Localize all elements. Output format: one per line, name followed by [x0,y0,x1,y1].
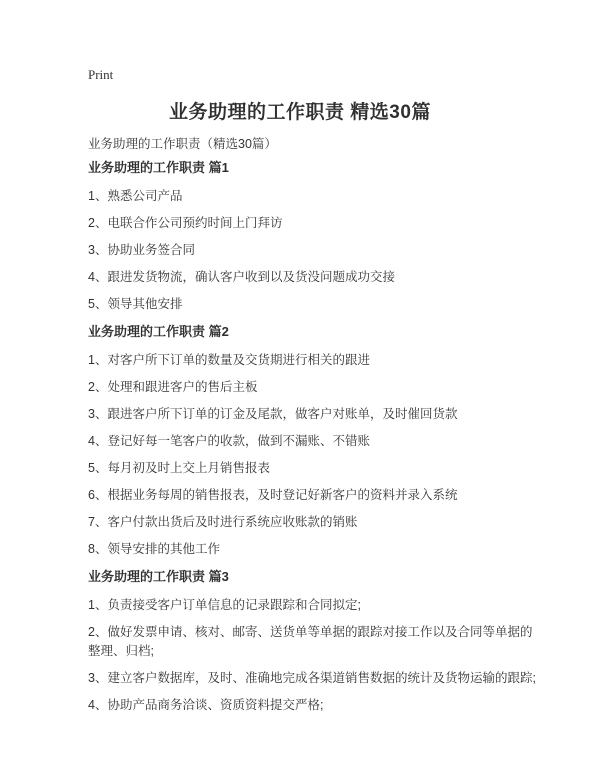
list-item: 3、协助业务签合同 [88,243,195,257]
list-item: 6、根据业务每周的销售报表，及时登记好新客户的资料并录入系统 [88,488,458,502]
list-item: 7、客户付款出货后及时进行系统应收账款的销账 [88,515,358,529]
page-title: 业务助理的工作职责 精选30篇 [169,102,431,123]
list-item: 3、建立客户数据库，及时、准确地完成各渠道销售数据的统计及货物运输的跟踪; [88,671,536,685]
list-item: 5、每月初及时上交上月销售报表 [88,461,270,475]
section-heading-2: 业务助理的工作职责 篇2 [88,324,229,339]
document-content [88,158,536,715]
list-item: 4、协助产品商务洽谈、资质资料提交严格; [88,698,324,712]
section-heading-1: 业务助理的工作职责 篇1 [88,160,229,175]
list-item: 5、领导其他安排 [88,297,183,311]
print-row [88,66,534,84]
print-link[interactable]: Print [88,67,114,82]
list-item: 1、负责接受客户订单信息的记录跟踪和合同拟定; [88,598,361,612]
list-item: 1、熟悉公司产品 [88,189,183,203]
list-item: 1、对客户所下订单的数量及交货期进行相关的跟进 [88,353,370,367]
list-item: 4、登记好每一笔客户的收款，做到不漏账、不错账 [88,434,370,448]
list-item: 4、跟进发货物流，确认客户收到以及货没问题成功交接 [88,270,395,284]
list-item: 2、做好发票申请、核对、邮寄、送货单等单据的跟踪对接工作以及合同等单据的整理、归档; [88,625,533,658]
list-item: 3、跟进客户所下订单的订金及尾款，做客户对账单，及时催回货款 [88,407,458,421]
list-item: 2、电联合作公司预约时间上门拜访 [88,216,283,230]
list-item: 2、处理和跟进客户的售后主板 [88,380,258,394]
list-item: 8、领导安排的其他工作 [88,542,220,556]
section-heading-3: 业务助理的工作职责 篇3 [88,569,229,584]
page-subtitle: 业务助理的工作职责（精选30篇） [88,137,277,151]
